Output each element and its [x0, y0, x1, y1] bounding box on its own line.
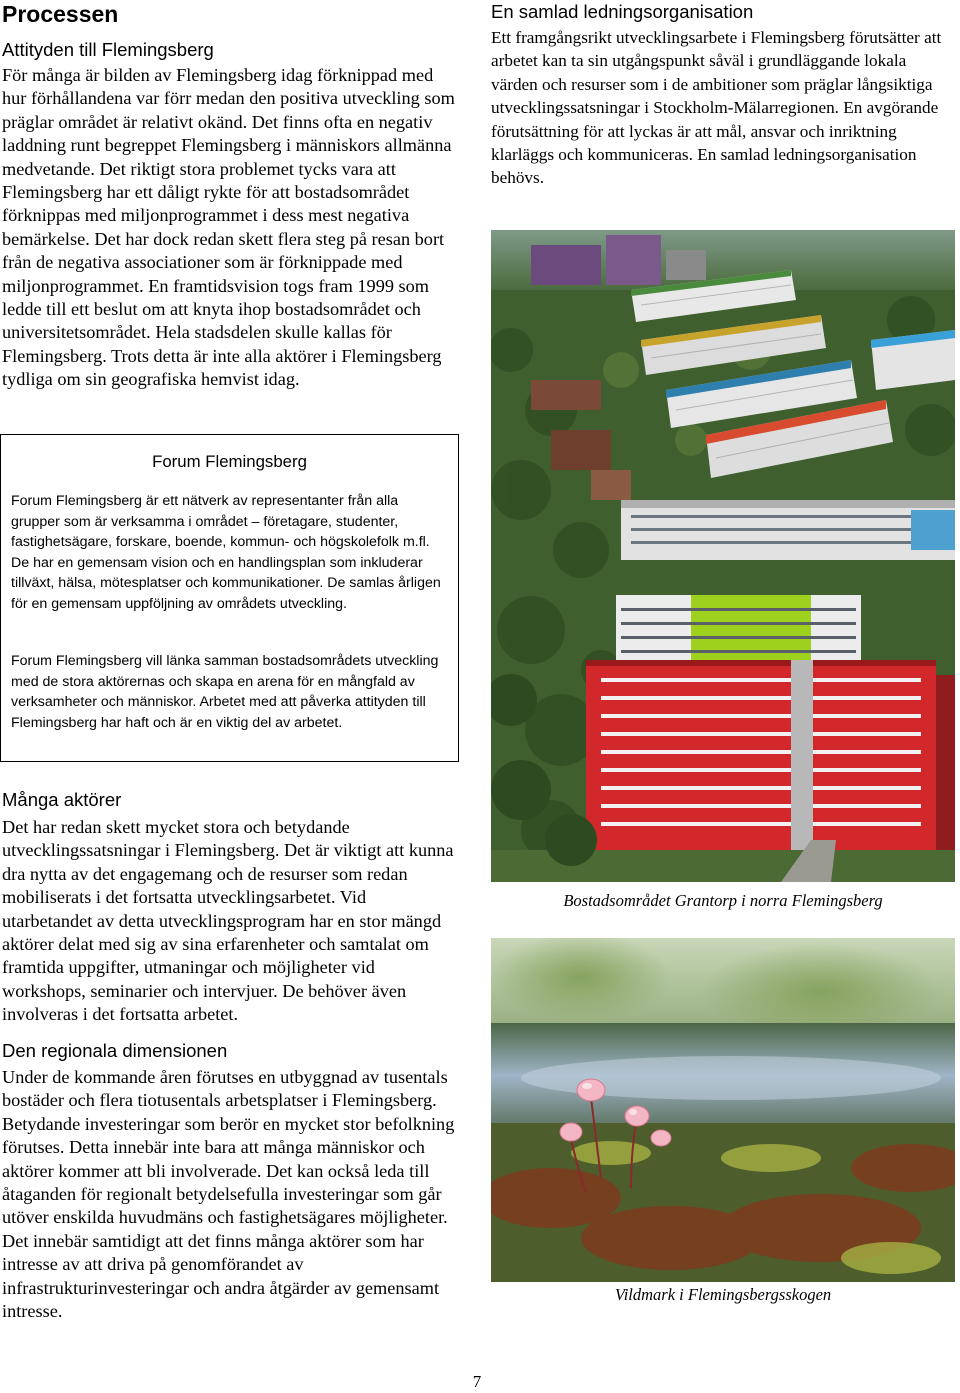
attityden-heading: Attityden till Flemingsberg [2, 39, 214, 60]
wilderness-caption: Vildmark i Flemingsbergsskogen [614, 1285, 832, 1304]
grantorp-caption: Bostadsområdet Grantorp i norra Flemingsberg [563, 891, 883, 910]
ledning-text: Ett framgångsrikt utvecklingsarbete i Flemingsberg förutsätter att arbetet kan ta sin utgångspunkt såväl i grundläggande lokala värden och resurser som i de ambitioner som präglar långsiktiga utvecklingssatsningar i Stockholm-Mälarregionen. En avgörande förutsättning för att lyckas är att mål, ansvar och inriktning klarläggs och kommuniceras. En samlad ledningsorganisation behövs. [491, 28, 942, 188]
aktorer-text: Det har redan skett mycket stora och betydande utvecklingssatsningar i Flemingsberg. Det är viktigt att kunna dra nytta av det engagemang och de resurser som redan mobiliserats i det fortsatta utvecklingsarbetet. Vid utarbetandet av detta utvecklingsprogram har en stor mängd aktörer delat med sig av sina erfarenheter och samtalat om framtida uppgifter, utmaningar och möjligheter vid workshops, seminarier och intervjuer. De behöver även involveras i det fortsatta arbetet. [2, 817, 454, 1025]
regionala-text: Under de kommande åren förutses en utbyggnad av tusentals bostäder och flera tiotusentals arbetsplatser i Flemingsberg. Betydande investeringar som berör en mycket stor befolkning förutses. Detta innebär inte bara att många människor och aktörer kommer att bli involverade. Det kan också leda till åtaganden för regionalt betydelsefulla investeringar som går utöver enskilda huvudmäns och fastighetsägares möjligheter. Det innebär samtidigt att det finns många aktörer som har intresse av att driva på genomförandet av infrastrukturinvesteringar och andra åtgärder av gemensamt intresse. [2, 1067, 455, 1322]
forum-heading: Forum Flemingsberg [152, 452, 307, 471]
regionala-heading: Den regionala dimensionen [2, 1040, 228, 1061]
ledning-heading: En samlad ledningsorganisation [491, 1, 754, 22]
page-number: 7 [472, 1372, 482, 1391]
grantorp-aerial-photo [491, 230, 955, 882]
wilderness-photo [491, 938, 955, 1282]
attityden-text: För många är bilden av Flemingsberg idag förknippad med hur förhållandena var förr medan den positiva utveckling som präglar området är relativt okänd. Det finns ofta en negativ laddning runt begreppet Flemingsberg i människors allmänna medvetande. Det riktigt stora problemet tycks vara att Flemingsberg har ett dåligt rykte för att bostadsområdet förknippas med miljonprogrammet i dess mest negativa bemärkelse. Det har dock redan skett flera steg på resan bort från de negativa associationer som är förknippade med miljonprogrammet. En framtidsvision togs fram 1999 som ledde till ett beslut om att knyta ihop bostadsområdet och universitetsområdet. Hela stadsdelen skulle kallas för Flemingsberg. Trots detta är inte alla aktörer i Flemingsberg tydliga om sin geografiska hemvist idag. [2, 65, 455, 390]
aktorer-heading: Många aktörer [2, 789, 122, 810]
forum-paragraph-1: Forum Flemingsberg är ett nätverk av representanter från alla grupper som är verksamma i området – företagare, studenter, fastighetsägare, forskare, boende, kommun- och högskolefolk m.fl. De har en gemensam vision och en handlingsplan som inkluderar tillväxt, hälsa, mötesplatser och kommunikationer. De samlas årligen för en gemensam uppföljning av områdets utveckling. [11, 493, 441, 612]
forum-box [0, 434, 459, 762]
forum-paragraph-2: Forum Flemingsberg vill länka samman bostadsområdets utveckling med de stora aktörernas och skapa en arena för en mångfald av verksamheter och människor. Arbetet med att påverka attityden till Flemingsberg har haft och är en viktig del av arbetet. [11, 653, 439, 731]
page-title: Processen [2, 1, 119, 27]
